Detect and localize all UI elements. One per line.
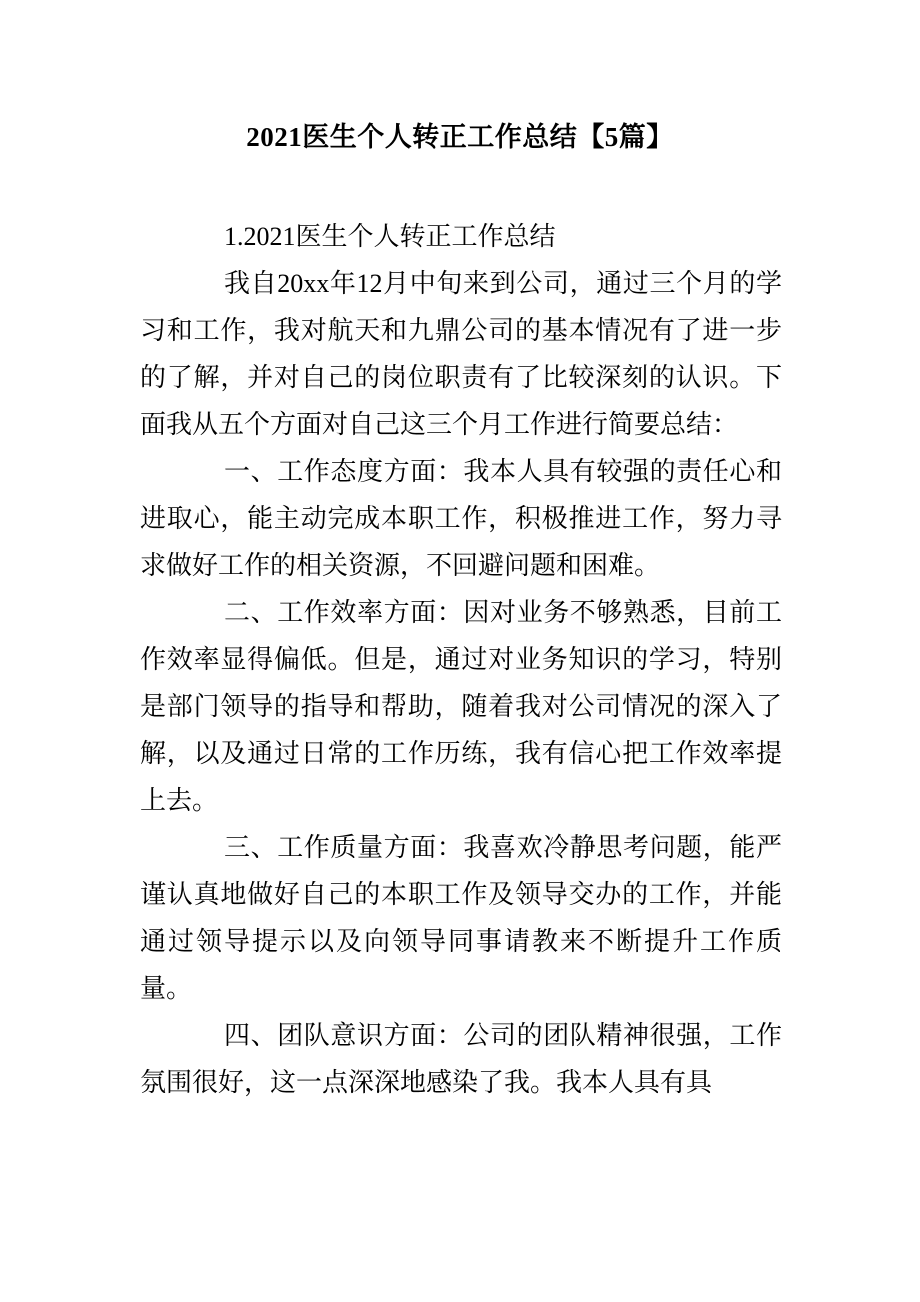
paragraph-intro: 我自20xx年12月中旬来到公司，通过三个月的学习和工作，我对航天和九鼎公司的基本情况有了进一步的了解，并对自己的岗位职责有了比较深刻的认识。下面我从五个方面对自己这三个月工作进行简要总结： [140,269,782,439]
section-heading: 1.2021医生个人转正工作总结 [224,222,556,251]
document-body [140,213,782,1106]
document-title: 2021医生个人转正工作总结【5篇】 [246,122,674,152]
paragraph-work-quality: 三、工作质量方面：我喜欢冷静思考问题，能严谨认真地做好自己的本职工作及领导交办的工作，并能通过领导提示以及向领导同事请教来不断提升工作质量。 [140,833,782,1003]
paragraph-work-efficiency: 二、工作效率方面：因对业务不够熟悉，目前工作效率显得偏低。但是，通过对业务知识的学习，特别是部门领导的指导和帮助，随着我对公司情况的深入了解，以及通过日常的工作历练，我有信心把工作效率提上去。 [140,598,782,815]
paragraph-team-awareness: 四、团队意识方面：公司的团队精神很强，工作氛围很好，这一点深深地感染了我。我本人具有具 [140,1021,782,1097]
paragraph-work-attitude: 一、工作态度方面：我本人具有较强的责任心和进取心，能主动完成本职工作，积极推进工作，努力寻求做好工作的相关资源，不回避问题和困难。 [140,457,782,580]
